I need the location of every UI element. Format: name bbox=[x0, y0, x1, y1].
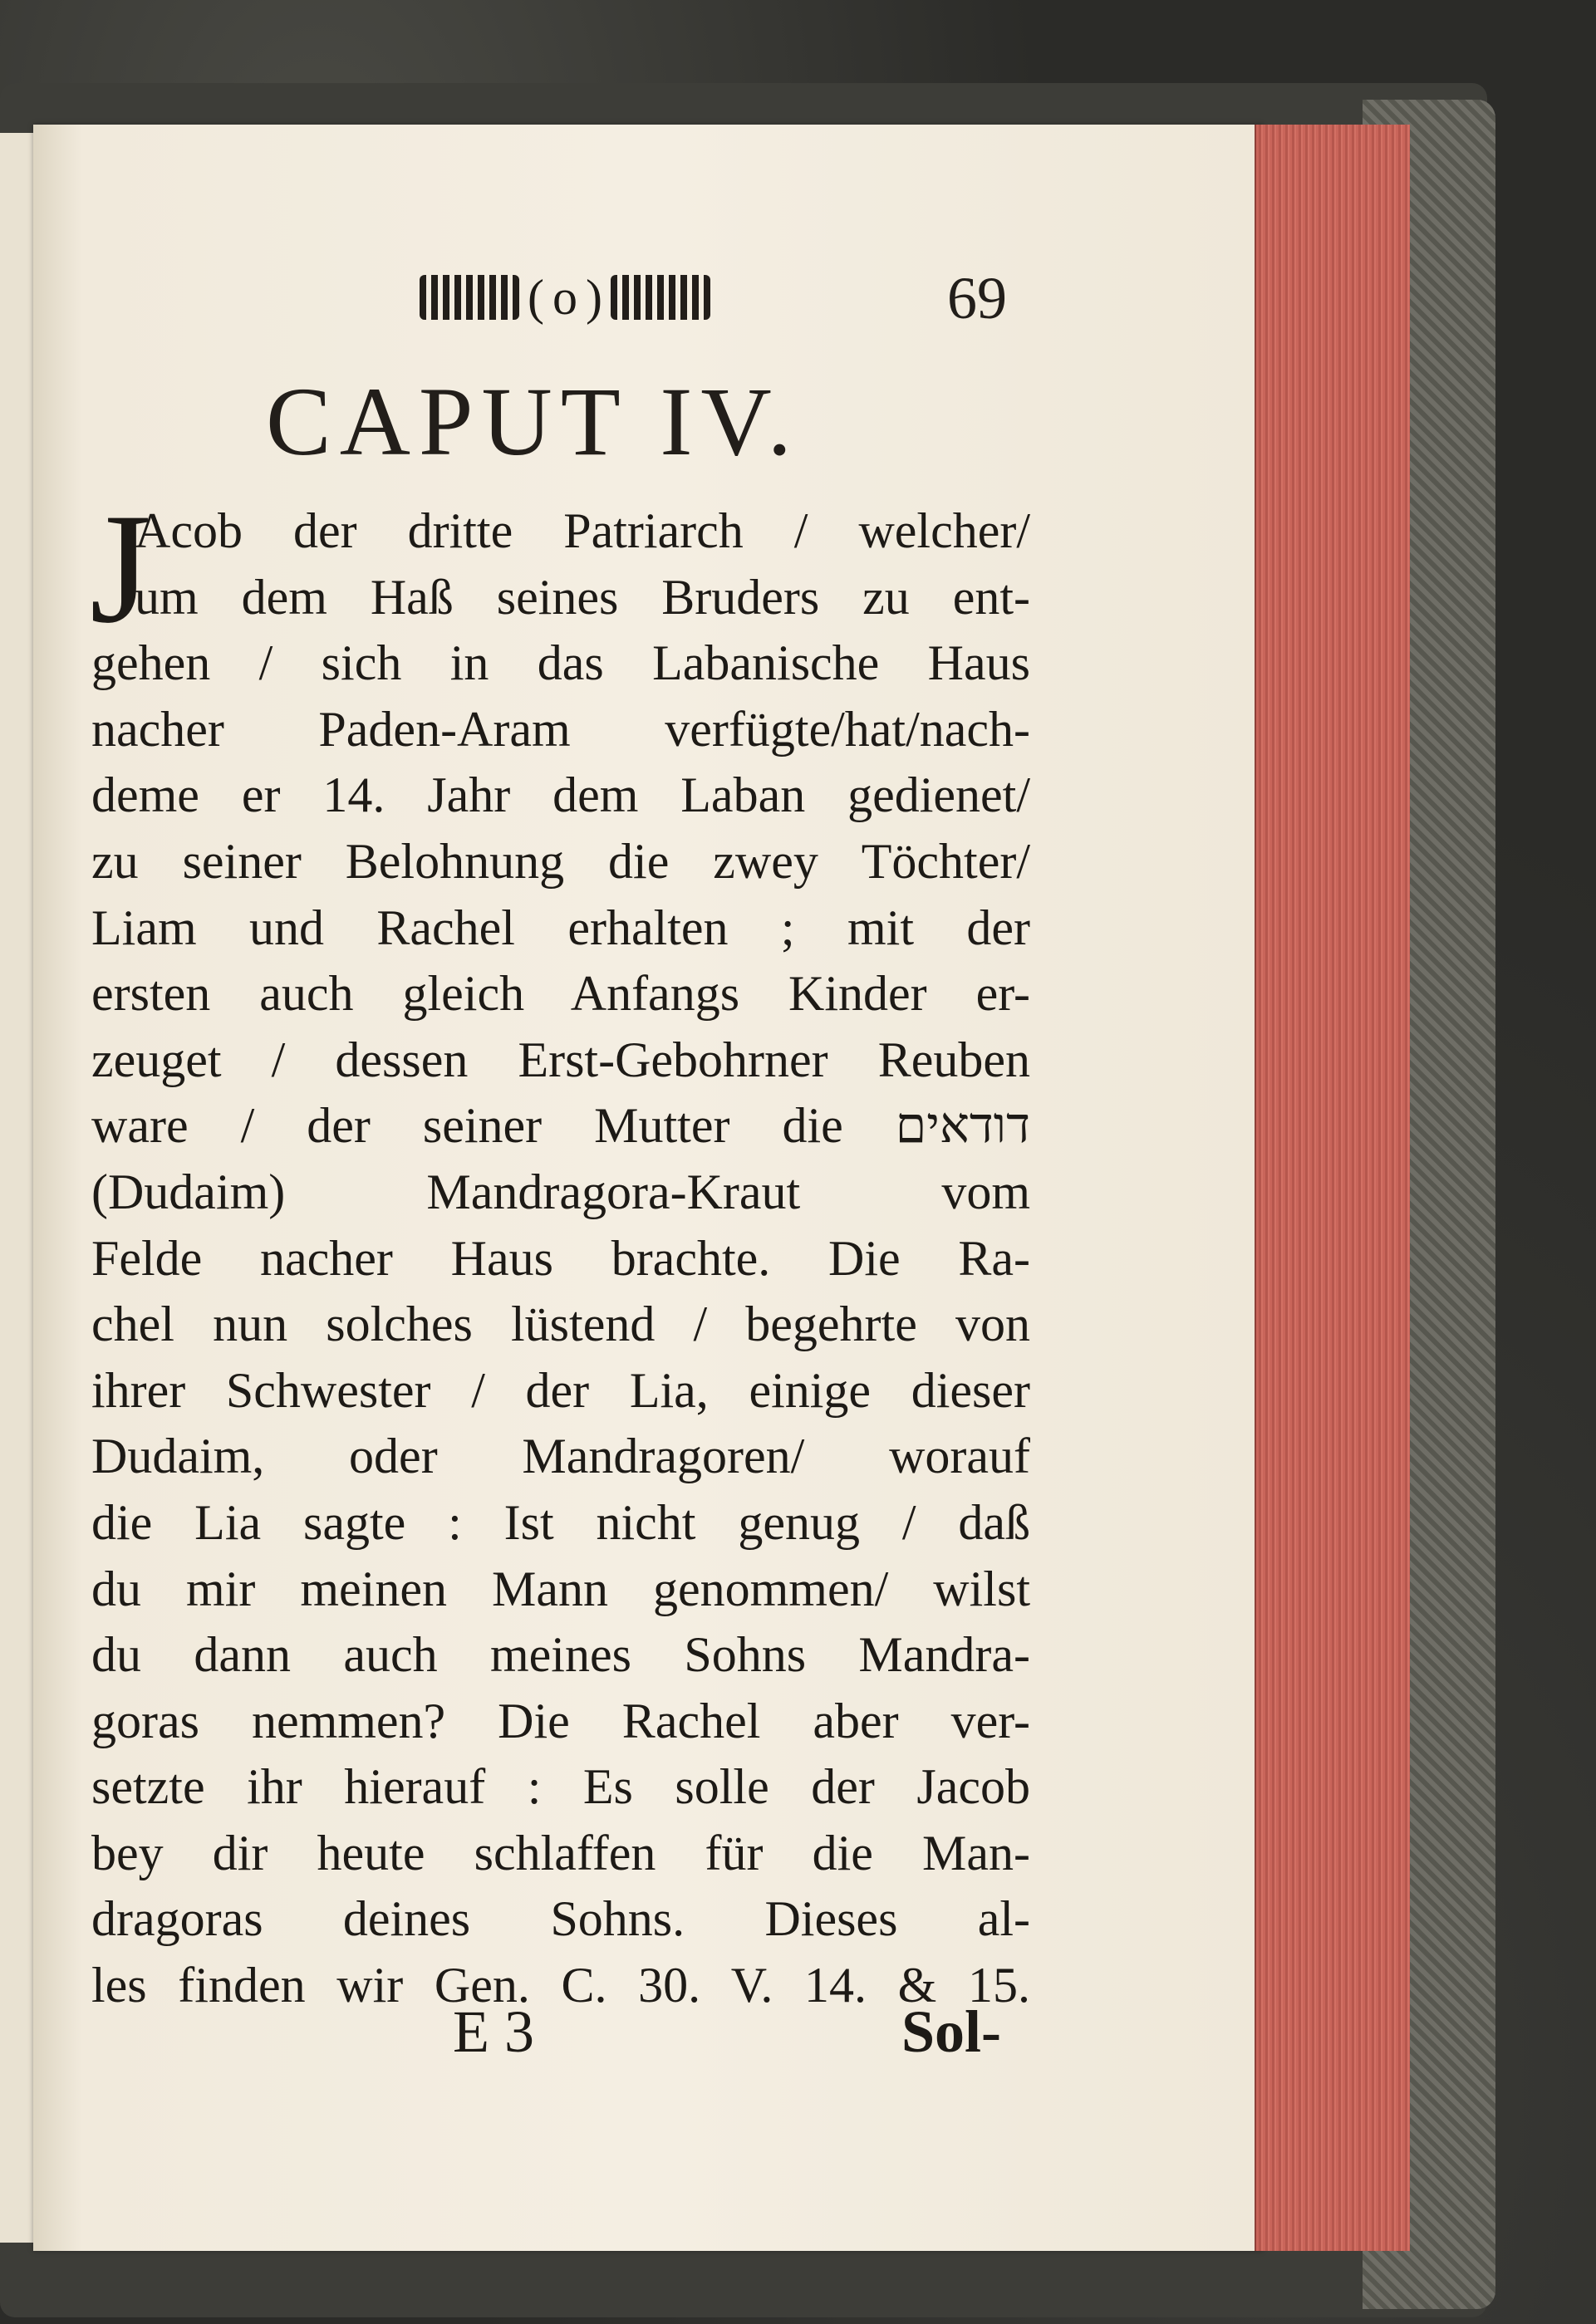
text-line: Dudaim, oder Mandragoren/ worauf bbox=[91, 1429, 1030, 1484]
page-number: 69 bbox=[947, 265, 1007, 331]
text-line: zu seiner Belohnung die zwey Töchter/ bbox=[91, 833, 1030, 889]
ornament-left-icon bbox=[420, 275, 519, 320]
text-line: Liam und Rachel erhalten ; mit der bbox=[91, 900, 1030, 955]
chapter-title: CAPUT IV. bbox=[266, 367, 801, 476]
text-line: (Dudaim) Mandragora-Kraut vom bbox=[91, 1164, 1030, 1219]
body-text bbox=[90, 482, 1030, 2019]
drop-cap: J bbox=[90, 482, 151, 656]
text-line: bey dir heute schlaffen für die Man- bbox=[91, 1825, 1030, 1880]
text-line: gehen / sich in das Labanische Haus bbox=[91, 635, 1030, 691]
catchword: Sol- bbox=[901, 1998, 1002, 2065]
ornament-right-icon bbox=[611, 275, 710, 320]
text-line: les finden wir Gen. C. 30. V. 14. & 15. bbox=[91, 1958, 1030, 2013]
ornament-center: o bbox=[552, 269, 577, 325]
header-ornament bbox=[349, 264, 781, 331]
text-line: die Lia sagte : Ist nicht genug / daß bbox=[91, 1494, 1030, 1550]
red-page-edges bbox=[1255, 125, 1410, 2251]
text-line: ware / der seiner Mutter die דודאים bbox=[91, 1098, 1030, 1154]
text-line: dragoras deines Sohns. Dieses al- bbox=[91, 1891, 1030, 1947]
text-line: ihrer Schwester / der Lia, einige dieser bbox=[91, 1362, 1030, 1418]
text-line: nacher Paden-Aram verfügte/hat/nach- bbox=[91, 701, 1030, 757]
text-line: ersten auch gleich Anfangs Kinder er- bbox=[91, 966, 1030, 1022]
text-line: goras nemmen? Die Rachel aber ver- bbox=[91, 1693, 1030, 1748]
text-line: du mir meinen Mann genommen/ wilst bbox=[91, 1561, 1030, 1616]
ornament-paren-right: ) bbox=[586, 269, 602, 325]
text-line: chel nun solches lüstend / begehrte von bbox=[91, 1297, 1030, 1352]
signature-mark: E 3 bbox=[453, 1998, 534, 2065]
text-line: Acob der dritte Patriarch / welcher/ bbox=[135, 503, 1030, 558]
text-line: zeuget / dessen Erst-Gebohrner Reuben bbox=[91, 1032, 1030, 1087]
text-line: du dann auch meines Sohns Mandra- bbox=[91, 1627, 1030, 1683]
text-line: deme er 14. Jahr dem Laban gedienet/ bbox=[91, 767, 1030, 823]
text-line: um dem Haß seines Bruders zu ent- bbox=[135, 569, 1030, 625]
ornament-paren-left: ( bbox=[528, 269, 544, 325]
text-line: setzte ihr hierauf : Es solle der Jacob bbox=[91, 1759, 1030, 1815]
text-line: Felde nacher Haus brachte. Die Ra- bbox=[91, 1230, 1030, 1286]
